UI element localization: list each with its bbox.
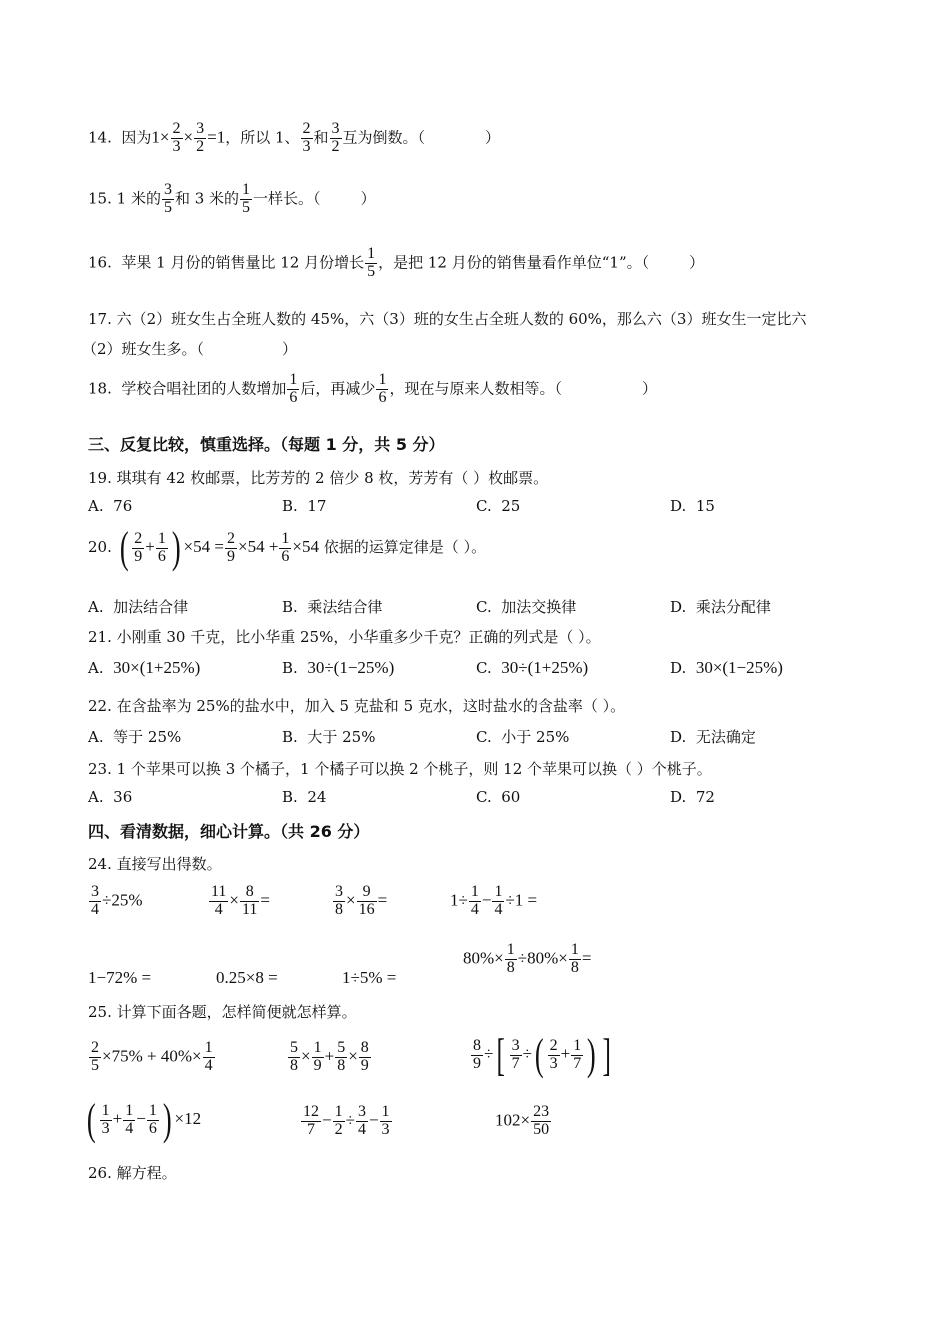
option-b[interactable]: B. 30÷(1−25%) <box>282 658 395 677</box>
option-a[interactable]: A. 等于 25% <box>88 728 182 746</box>
right-paren: ) <box>587 1030 596 1079</box>
fraction: $\frac{2}{3}$ <box>302 120 311 155</box>
option-c[interactable]: C. 加法交换律 <box>476 598 577 616</box>
section-4-heading: 四、看清数据，细心计算。（共 26 分） <box>88 822 370 841</box>
option-b[interactable]: B. 乘法结合律 <box>282 598 383 616</box>
fraction: $\frac{1}{5}$ <box>242 181 251 216</box>
question-23: 23. 1 个苹果可以换 3 个橘子，1 个橘子可以换 2 个桃子，则 12 个苹果可以换（ ）个桃子。 <box>88 760 712 778</box>
left-bracket: [ <box>496 1029 506 1080</box>
question-26: 26. 解方程。 <box>88 1164 177 1182</box>
option-d[interactable]: D. 30×(1−25%) <box>670 658 783 677</box>
option-d[interactable]: D. 无法确定 <box>670 728 756 746</box>
calc-24-1: $\frac{3}{4}$ ÷25% <box>91 883 143 918</box>
question-16: 16. 苹果 1 月份的销售量比 12 月份增长 $\frac{1}{5}$ ，是把 12 月份的销售量看作单位“1”。（ ） <box>88 245 705 280</box>
question-22: 22. 在含盐率为 25%的盐水中，加入 5 克盐和 5 克水，这时盐水的含盐率（ ）。 <box>88 697 626 715</box>
calc-24-3: $\frac{3}{8}$ × $\frac{9}{16}$ = <box>335 883 388 918</box>
option-b[interactable]: B. 17 <box>282 497 327 515</box>
calc-25-2: $\frac{5}{8}$ × $\frac{1}{9}$ + $\frac{5}{8}$ × $\frac{8}{9}$ <box>290 1039 369 1074</box>
fraction: $\frac{1}{6}$ <box>289 371 298 406</box>
question-17-line-1: 17. 六（2）班女生占全班人数的 45%，六（3）班的女生占全班人数的 60%，那么六（3）班女生一定比六 <box>88 310 807 328</box>
fraction: $\frac{2}{9}$ <box>226 529 235 565</box>
option-c[interactable]: C. 60 <box>476 788 521 806</box>
question-24: 24. 直接写出得数。 <box>88 855 222 873</box>
fraction: $\frac{1}{6}$ <box>378 371 387 406</box>
calc-24-7: 1÷5% = <box>342 968 397 987</box>
option-d[interactable]: D. 乘法分配律 <box>670 598 771 616</box>
calc-25-5: $\frac{12}{7}$ − $\frac{1}{2}$ ÷ $\frac{3}{4}$ − $\frac{1}{3}$ <box>303 1103 390 1138</box>
right-bracket: ] <box>602 1029 611 1080</box>
option-a[interactable]: A. 30×(1+25%) <box>88 658 201 677</box>
option-c[interactable]: C. 25 <box>476 497 521 515</box>
right-paren: ) <box>171 523 181 572</box>
option-b[interactable]: B. 大于 25% <box>282 728 376 746</box>
calc-24-6: 0.25×8 = <box>216 968 278 987</box>
fraction: $\frac{1}{5}$ <box>367 245 376 280</box>
question-17-line-2: （2）班女生多。（ ） <box>82 340 298 358</box>
option-b[interactable]: B. 24 <box>282 788 327 806</box>
right-paren: ) <box>162 1095 172 1144</box>
question-18: 18. 学校合唱社团的人数增加 $\frac{1}{6}$ 后，再减少 $\frac{1}{6}$ ，现在与原来人数相等。（ ） <box>88 371 657 406</box>
option-a[interactable]: A. 76 <box>88 497 133 515</box>
question-14: 14. 因为1× $\frac{2}{3}$ × $\frac{3}{2}$ =1，所以 1、 $\frac{2}{3}$ 和 $\frac{3}{2}$ 互为倒数。（ ） <box>88 120 501 155</box>
section-3-heading: 三、反复比较，慎重选择。（每题 1 分，共 5 分） <box>88 435 445 454</box>
calc-24-5: 1−72% = <box>88 968 152 987</box>
fraction: $\frac{3}{2}$ <box>196 120 205 155</box>
fraction: $\frac{2}{9}$ <box>134 529 143 565</box>
option-c[interactable]: C. 小于 25% <box>476 728 570 746</box>
fraction: $\frac{3}{2}$ <box>331 120 340 155</box>
option-d[interactable]: D. 15 <box>670 497 715 515</box>
fraction: $\frac{3}{5}$ <box>163 181 172 216</box>
question-19: 19. 琪琪有 42 枚邮票，比芳芳的 2 倍少 8 枚，芳芳有（ ）枚邮票。 <box>88 469 549 487</box>
question-21: 21. 小刚重 30 千克，比小华重 25%，小华重多少千克？正确的列式是（ ）。 <box>88 628 601 646</box>
calc-25-3: $\frac{8}{9}$ ÷[ $\frac{3}{7}$ ÷( $\frac{2}{3}$ + $\frac{1}{7}$ ) ] <box>473 1029 611 1080</box>
option-a[interactable]: A. 加法结合律 <box>88 598 189 616</box>
left-paren: ( <box>86 1095 96 1144</box>
question-15: 15. 1 米的 $\frac{3}{5}$ 和 3 米的 $\frac{1}{5}$ 一样长。（ ） <box>88 181 376 216</box>
fraction: $\frac{1}{6}$ <box>157 529 166 565</box>
left-paren: ( <box>534 1030 544 1079</box>
option-a[interactable]: A. 36 <box>88 788 133 806</box>
calc-24-2: $\frac{11}{4}$ × $\frac{8}{11}$ = <box>211 883 270 918</box>
left-paren: ( <box>119 523 129 572</box>
question-20: 20. ( $\frac{2}{9}$ + $\frac{1}{6}$ ) ×54 = $\frac{2}{9}$ ×54 + $\frac{1}{6}$ ×54 依据的运算定律是（ ）。 <box>88 523 487 572</box>
fraction: $\frac{2}{3}$ <box>172 120 181 155</box>
fraction: $\frac{1}{6}$ <box>281 529 290 565</box>
calc-25-1: $\frac{2}{5}$ ×75% + 40%× $\frac{1}{4}$ <box>91 1039 213 1074</box>
calc-25-6: 102× $\frac{23}{50}$ <box>495 1103 550 1138</box>
option-c[interactable]: C. 30÷(1+25%) <box>476 658 589 677</box>
calc-25-4: ( $\frac{1}{3}$ + $\frac{1}{4}$ − $\frac{1}{6}$ ) ×12 <box>86 1095 202 1144</box>
calc-24-4: 1÷ $\frac{1}{4}$ − $\frac{1}{4}$ ÷1 = <box>450 883 538 918</box>
calc-24-8: 80%× $\frac{1}{8}$ ÷80%× $\frac{1}{8}$ = <box>463 941 592 976</box>
question-25: 25. 计算下面各题，怎样简便就怎样算。 <box>88 1003 357 1021</box>
option-d[interactable]: D. 72 <box>670 788 715 806</box>
